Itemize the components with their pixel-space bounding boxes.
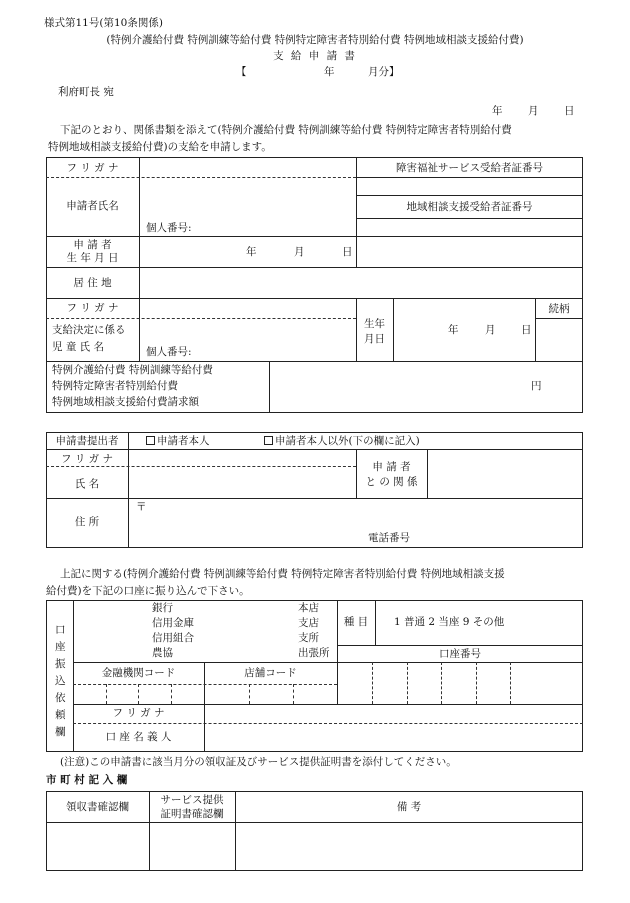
submitter-address-label: 住 所 (74, 516, 100, 528)
period-open: 【 (236, 66, 247, 78)
relation-label: 続柄 (548, 303, 570, 315)
child-personal-number-label: 個人番号: (146, 346, 192, 358)
bank-side-char: 欄 (55, 726, 66, 738)
applicant-birth-month: 月 (294, 246, 305, 258)
submitter-relation-label-2: と の 関 係 (365, 476, 418, 488)
inst-type-agri-coop: 農協 (152, 647, 173, 659)
submitter-self-text: 申請者本人 (157, 435, 210, 447)
submitter-name-field[interactable] (130, 468, 354, 497)
institution-code-label: 金融機関コード (101, 667, 176, 679)
bank-intro-line-2: 給付費)を下記の口座に振り込んで下さい。 (46, 585, 250, 597)
bank-side-char: 振 (55, 658, 66, 670)
branch-type-main: 本店 (298, 602, 319, 614)
form-title: 支 給 申 請 書 (273, 50, 357, 62)
child-name-label-1: 支給決定に係る (52, 324, 126, 336)
form-number: 様式第11号(第10条関係) (44, 17, 163, 29)
applicant-name-label: 申請者氏名 (66, 200, 119, 212)
submitter-furigana-label: フ リ ガ ナ (60, 453, 113, 465)
bank-side-label (55, 622, 65, 741)
remarks-label: 備 考 (396, 801, 422, 813)
submitter-relation-label-1: 申 請 者 (372, 461, 411, 473)
applicant-furigana-field[interactable] (141, 159, 354, 176)
regional-cert-number-field[interactable] (358, 220, 581, 235)
account-number-field[interactable] (339, 664, 581, 703)
applicant-birth-day: 日 (342, 246, 353, 258)
addressee: 利府町長 宛 (58, 86, 114, 98)
municipal-heading: 市 町 村 記 入 欄 (46, 774, 128, 786)
period-month: 月分】 (368, 66, 400, 78)
inst-type-bank: 銀行 (152, 602, 173, 614)
submitter-address-field[interactable] (150, 500, 581, 528)
remarks-field[interactable] (237, 824, 582, 870)
child-furigana-label: フ リ ガ ナ (66, 302, 119, 314)
claim-unit: 円 (531, 380, 542, 392)
date-month: 月 (528, 105, 539, 117)
account-holder-label: 口 座 名 義 人 (105, 731, 172, 743)
holder-furigana-label: フ リ ガ ナ (112, 707, 165, 719)
account-holder-field[interactable] (206, 725, 581, 751)
inst-type-shinkin: 信用金庫 (152, 617, 194, 629)
account-number-label: 口座番号 (439, 648, 481, 660)
child-name-label-2: 児 童 氏 名 (52, 341, 105, 353)
phone-label: 電話番号 (368, 532, 410, 544)
submitter-self-option[interactable] (146, 435, 210, 448)
bank-side-char: 座 (55, 641, 66, 653)
checkbox-icon (264, 436, 273, 445)
cert-number-label: 障害福祉サービス受給者証番号 (396, 162, 543, 174)
service-cert-label-1: サービス提供 (160, 794, 224, 806)
bank-side-char: 頼 (55, 709, 66, 721)
period-year: 年 (324, 66, 335, 78)
child-name-field[interactable] (141, 320, 354, 344)
branch-type-branch: 支店 (298, 617, 319, 629)
submitter-other-text: 申請者本人以外(下の欄に記入) (275, 435, 420, 447)
holder-furigana-field[interactable] (206, 706, 581, 722)
applicant-birth-year: 年 (246, 246, 257, 258)
submitter-relation-field[interactable] (429, 451, 581, 497)
residence-label: 居 住 地 (73, 277, 112, 289)
branch-type-office: 支所 (298, 632, 319, 644)
applicant-name-field[interactable] (141, 179, 354, 219)
applicant-personal-number-label: 個人番号: (146, 222, 192, 234)
account-kind-options[interactable]: 1 普通 2 当座 9 その他 (394, 616, 505, 628)
child-birth-month: 月 (485, 324, 496, 336)
applicant-furigana-label: フ リ ガ ナ (66, 162, 119, 174)
branch-name-field[interactable] (204, 602, 294, 660)
service-cert-field[interactable] (151, 824, 234, 870)
applicant-birth-label-2: 生 年 月 日 (66, 252, 119, 264)
form-subtitle: (特例介護給付費 特例訓練等給付費 特例特定障害者特別給付費 特例地域相談支援給付費) (106, 34, 524, 46)
date-year: 年 (492, 105, 503, 117)
bank-side-char: 口 (55, 624, 66, 636)
intro-line-2: 特例地域相談支援給付費)の支給を申請します。 (48, 141, 272, 153)
regional-cert-number-label: 地域相談支援受給者証番号 (406, 201, 533, 213)
attachment-note: (注意)この申請書に該当月分の領収証及びサービス提供証明書を添付してください。 (60, 756, 457, 768)
service-cert-label-2: 証明書確認欄 (160, 808, 224, 820)
residence-field[interactable] (141, 269, 581, 297)
institution-name-field[interactable] (76, 602, 148, 660)
account-kind-label: 種 目 (343, 616, 369, 628)
branch-type-sub-office: 出張所 (298, 647, 330, 659)
receipt-check-field[interactable] (48, 824, 148, 870)
intro-line-1: 下記のとおり、関係書類を添えて(特例介護給付費 特例訓練等給付費 特例特定障害者特別給付費 (60, 124, 512, 136)
claim-label-3: 特例地域相談支援給付費請求額 (52, 396, 199, 408)
child-birth-label-1: 生年 (364, 318, 385, 330)
submitter-furigana-field[interactable] (130, 451, 354, 465)
postal-mark: 〒 (136, 501, 147, 513)
bank-side-char: 依 (55, 692, 66, 704)
checkbox-icon (146, 436, 155, 445)
child-birth-year: 年 (448, 324, 459, 336)
receipt-check-label: 領収書確認欄 (66, 801, 129, 813)
bank-side-char: 込 (55, 675, 66, 687)
child-birth-day: 日 (521, 324, 532, 336)
claim-label-2: 特例特定障害者特別給付費 (52, 380, 178, 392)
cert-number-field[interactable] (358, 179, 581, 194)
child-birth-label-2: 月日 (364, 333, 385, 345)
submitter-name-label: 氏 名 (74, 478, 100, 490)
inst-type-credit-union: 信用組合 (152, 632, 194, 644)
claim-label-1: 特例介護給付費 特例訓練等給付費 (52, 364, 213, 376)
applicant-birth-label-1: 申 請 者 (73, 239, 112, 251)
date-day: 日 (564, 105, 575, 117)
branch-code-label: 店舗コード (244, 667, 297, 679)
bank-intro-line-1: 上記に関する(特例介護給付費 特例訓練等給付費 特例特定障害者特別給付費 特例地域相談支援 (60, 568, 505, 580)
submitter-other-option[interactable] (264, 435, 420, 448)
submitter-label: 申請書提出者 (55, 435, 119, 447)
